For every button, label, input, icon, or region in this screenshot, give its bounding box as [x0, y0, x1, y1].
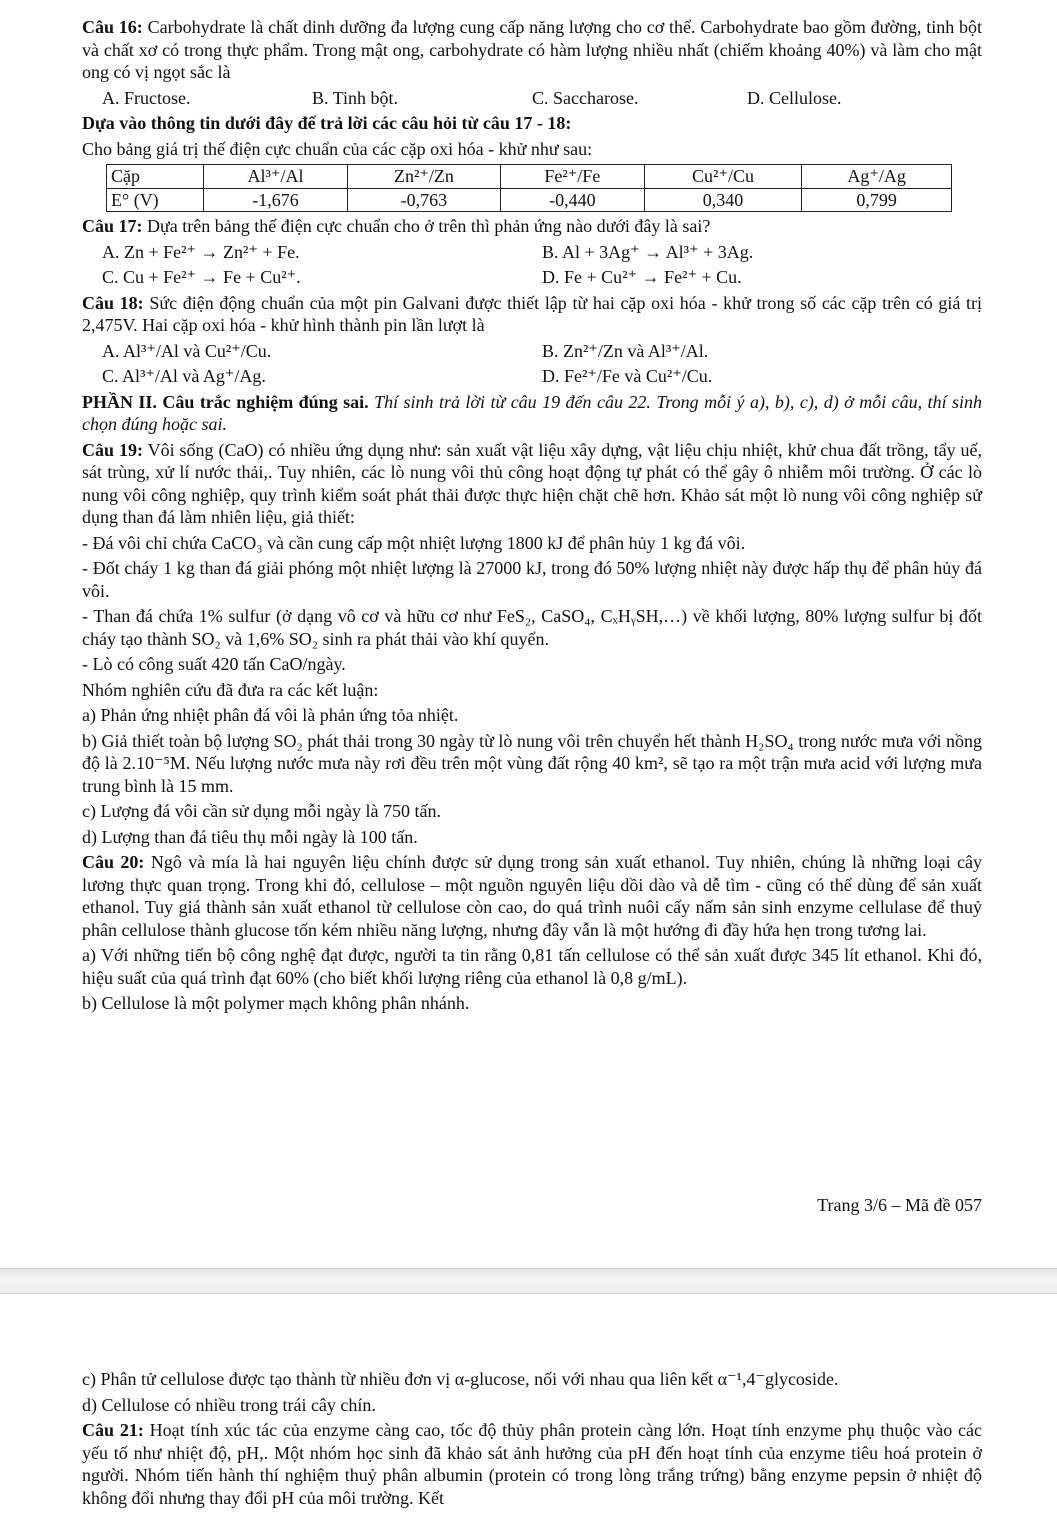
question-label: Câu 21: [82, 1420, 144, 1440]
option-b[interactable]: B. Al + 3Ag⁺ → Al³⁺ + 3Ag. [542, 241, 754, 262]
statement-c[interactable]: c) Lượng đá vôi cần sử dụng mỗi ngày là 750 tấn. [82, 801, 441, 821]
assumption-item: - Đốt cháy 1 kg than đá giải phóng một nhiệt lượng là 27000 kJ, trong đó 50% lượng nhiệt này được hấp thụ để phân hủy đá vôi. [82, 558, 982, 601]
assumption-item: - Lò có công suất 420 tấn CaO/ngày. [82, 654, 346, 674]
table-cell: -0,440 [500, 188, 644, 212]
question-label: Câu 16: [82, 17, 143, 37]
table-cell: Al³⁺/Al [204, 165, 348, 189]
question-text: Ngô và mía là hai nguyên liệu chính được sử dụng trong sản xuất ethanol. Tuy nhiên, chúng là những loại cây lương thực quan trọng. Trong khi đó, cellulose – một nguồn nguyên liệu dồi dào và dễ tìm - cũng có thể dùng để sản xuất ethanol. Tuy giá thành sản xuất ethanol từ cellulose còn cao, do quá trình nuôi cấy nấm sản sinh enzyme cellulase để thuỷ phân cellulose thành glucose tốn kém nhiều năng lượng, nhưng đây vẫn là một hướng đi đầy hứa hẹn trong tương lai. [82, 852, 982, 940]
part-2-heading: PHẦN II. Câu trắc nghiệm đúng sai. Thí sinh trả lời từ câu 19 đến câu 22. Trong mỗi ý a), b), c), d) ở mỗi câu, thí sinh chọn đúng hoặc sai. [82, 391, 983, 434]
table-cell: Ag⁺/Ag [802, 165, 952, 189]
statement-a[interactable]: a) Với những tiến bộ công nghệ đạt được, người ta tin rằng 0,81 tấn cellulose có thể sản xuất được 345 lít ethanol. Khi đó, hiệu suất của quá trình đạt 60% (cho biết khối lượng riêng của ethanol là 0,8 g/mL). [82, 945, 982, 988]
statement-d[interactable]: d) Lượng than đá tiêu thụ mỗi ngày là 100 tấn. [82, 826, 418, 847]
page-4-top [82, 1368, 982, 1509]
option-d[interactable]: D. Cellulose. [747, 87, 842, 108]
page-3-top [82, 16, 982, 1015]
q17-options-row2 [82, 266, 982, 289]
option-b[interactable]: B. Tinh bột. [312, 87, 399, 108]
table-cell: Cu²⁺/Cu [644, 165, 801, 189]
statement-d[interactable]: d) Cellulose có nhiều trong trái cây chín. [82, 1394, 376, 1415]
question-20 [82, 851, 982, 941]
table-cell: -1,676 [204, 188, 348, 212]
assumption-item: - Đá vôi chỉ chứa CaCO₃ và cần cung cấp một nhiệt lượng 1800 kJ để phân hủy 1 kg đá vôi. [82, 532, 746, 553]
question-18 [82, 292, 982, 337]
option-c[interactable]: C. Al³⁺/Al và Ag⁺/Ag. [102, 366, 266, 386]
instruction-17-18: Dựa vào thông tin dưới đây để trả lời các câu hỏi từ câu 17 - 18: [82, 113, 572, 133]
statement-a[interactable]: a) Phản ứng nhiệt phân đá vôi là phản ứng tỏa nhiệt. [82, 705, 459, 725]
question-text: Hoạt tính xúc tác của enzyme càng cao, tốc độ thủy phân protein càng lớn. Hoạt tính enzyme phụ thuộc vào các yếu tố như nhiệt độ, pH,. Một nhóm học sinh đã khảo sát ảnh hưởng của pH đến hoạt tính của enzyme tiêu hoá protein ở người. Nhóm tiến hành thí nghiệm thuỷ phân albumin (protein có trong lòng trắng trứng) bằng enzyme pepsin ở nhiệt độ không đổi nhưng thay đổi pH của môi trường. Kết [82, 1420, 982, 1508]
page-break [0, 1268, 1057, 1294]
page-footer: Trang 3/6 – Mã đề 057 [817, 1195, 982, 1215]
table-cell: E° (V) [107, 188, 204, 212]
question-text: Dựa trên bảng thế điện cực chuẩn cho ở trên thì phản ứng nào dưới đây là sai? [147, 216, 711, 236]
option-a[interactable]: A. Al³⁺/Al và Cu²⁺/Cu. [102, 340, 272, 361]
question-17 [82, 215, 982, 238]
electrode-potential-table [106, 164, 952, 212]
option-a[interactable]: A. Zn + Fe²⁺ → Zn²⁺ + Fe. [102, 241, 300, 262]
question-label: Câu 18: [82, 292, 144, 313]
option-c[interactable]: C. Cu + Fe²⁺ → Fe + Cu²⁺. [102, 267, 301, 287]
question-text: Carbohydrate là chất dinh dưỡng đa lượng cung cấp năng lượng cho cơ thể. Carbohydrate bao gồm đường, tinh bột và chất xơ có trong thực phẩm. Trong mật ong, carbohydrate có hàm lượng nhiều nhất (chiếm khoảng 40%) và làm cho mật ong có vị ngọt sắc là [82, 17, 982, 82]
assumption-item: - Than đá chứa 1% sulfur (ở dạng vô cơ và hữu cơ như FeS₂, CaSO₄, CₓHᵧSH,…) về khối lượng, 80% lượng sulfur bị đốt cháy tạo thành SO₂ và 1,6% SO₂ sinh ra phát thải vào khí quyển. [82, 606, 982, 649]
table-cell: Zn²⁺/Zn [348, 165, 501, 189]
option-c[interactable]: C. Saccharose. [532, 87, 639, 108]
table-cell: Cặp [107, 165, 204, 189]
question-label: Câu 17: [82, 216, 143, 236]
option-a[interactable]: A. Fructose. [102, 87, 191, 108]
question-16 [82, 16, 982, 84]
table-cell: -0,763 [348, 188, 501, 212]
question-21 [82, 1419, 982, 1509]
table-intro: Cho bảng giá trị thế điện cực chuẩn của các cặp oxi hóa - khử như sau: [82, 138, 593, 159]
q17-options-row1 [82, 241, 982, 264]
question-19 [82, 439, 982, 529]
option-b[interactable]: B. Zn²⁺/Zn và Al³⁺/Al. [542, 340, 709, 361]
question-text: Vôi sống (CaO) có nhiều ứng dụng như: sản xuất vật liệu xây dựng, vật liệu chịu nhiệt, khử chua đất trồng, tẩy uế, sát trùng, xử lí nước thải,. Tuy nhiên, các lò nung vôi thủ công hoạt động tự phát có thể gây ô nhiễm môi trường. Ở các lò nung vôi công nghiệp, quy trình kiểm soát phát thải được thực hiện chặt chẽ hơn. Khảo sát một lò nung vôi công nghiệp sử dụng than đá làm nhiên liệu, giả thiết: [82, 439, 982, 527]
table-row [107, 188, 952, 212]
q18-options-row1 [82, 340, 982, 363]
question-label: Câu 19: [82, 439, 143, 460]
q16-options [82, 87, 982, 110]
q18-options-row2 [82, 365, 982, 388]
table-cell: 0,799 [802, 188, 952, 212]
statement-c[interactable]: c) Phân tử cellulose được tạo thành từ nhiều đơn vị α-glucose, nối với nhau qua liên kết α⁻¹,4⁻glycoside. [82, 1369, 839, 1389]
table-cell: Fe²⁺/Fe [500, 165, 644, 189]
statement-b[interactable]: b) Cellulose là một polymer mạch không phân nhánh. [82, 993, 470, 1013]
question-text: Sức điện động chuẩn của một pin Galvani được thiết lập từ hai cặp oxi hóa - khử trong số các cặp trên có giá trị 2,475V. Hai cặp oxi hóa - khử hình thành pin lần lượt là [82, 292, 982, 335]
statement-b[interactable]: b) Giả thiết toàn bộ lượng SO₂ phát thải trong 30 ngày từ lò nung vôi trên chuyển hết thành H₂SO₄ trong nước mưa với nồng độ là 2.10⁻⁵M. Nếu lượng nước mưa này rơi đều trên một vùng đất rộng 40 km², sẽ tạo ra một trận mưa acid với lượng mưa trung bình là 15 mm. [82, 730, 982, 796]
table-row [107, 165, 952, 189]
option-d[interactable]: D. Fe²⁺/Fe và Cu²⁺/Cu. [542, 366, 713, 386]
option-d[interactable]: D. Fe + Cu²⁺ → Fe²⁺ + Cu. [542, 267, 742, 287]
question-label: Câu 20: [82, 852, 145, 872]
table-cell: 0,340 [644, 188, 801, 212]
conclusion-intro: Nhóm nghiên cứu đã đưa ra các kết luận: [82, 679, 379, 700]
